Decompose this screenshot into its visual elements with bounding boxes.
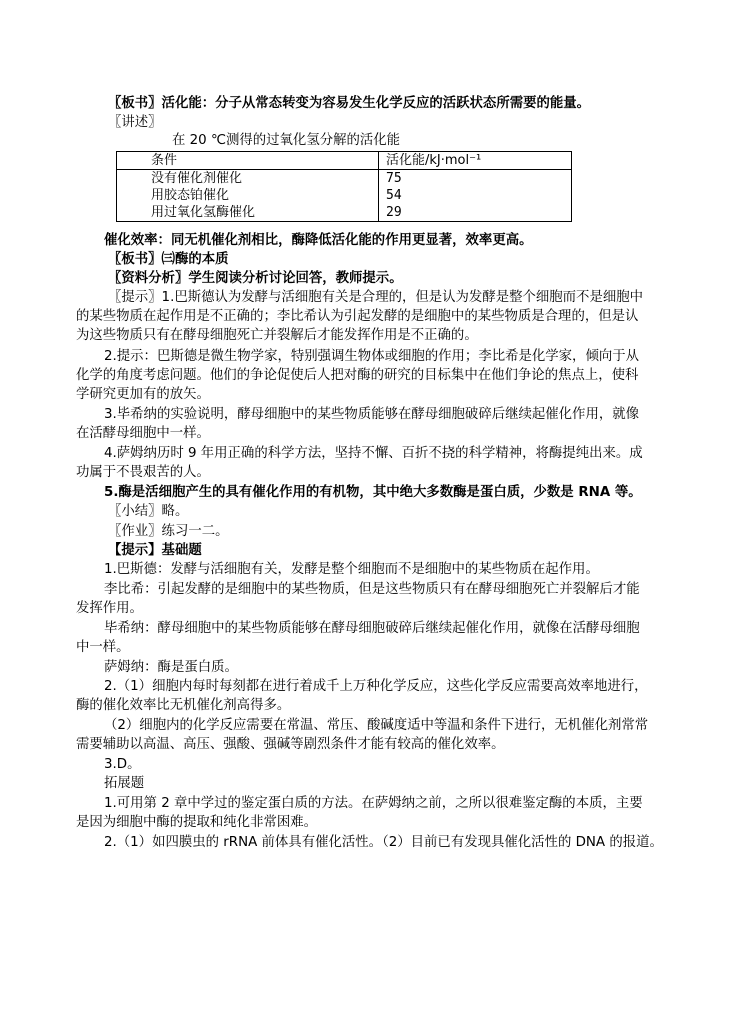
board-note-enzyme-nature: 〖板书〗㈢酶的本质 (108, 252, 229, 267)
paragraph-line: 在活酵母细胞中一样。 (76, 426, 210, 441)
table-cell: 75 (379, 170, 572, 188)
paragraph-line: 2.（1）细胞内每时每刻都在进行着成千上万种化学反应，这些化学反应需要高效率地进行， (104, 679, 648, 694)
paragraph-line: 3.D。 (104, 757, 141, 772)
board-note-activation-energy: 〖板书〗活化能：分子从常态转变为容易发生化学反应的活跃状态所需要的能量。 (108, 96, 591, 111)
summary-line: 〖小结〗略。 (108, 504, 189, 519)
table-header-energy: 活化能/kJ·mol⁻¹ (379, 152, 572, 170)
paragraph-line: 需要辅助以高温、高压、强酸、强碱等剧烈条件才能有较高的催化效率。 (76, 737, 505, 752)
table-caption: 在 20 ℃测得的过氧化氢分解的活化能 (172, 133, 401, 148)
paragraph-line: 功属于不畏艰苦的人。 (76, 465, 210, 480)
paragraph-line: 4.萨姆纳历时 9 年用正确的科学方法，坚持不懈、百折不挠的科学精神，将酶提纯出来。成 (104, 446, 643, 461)
enzyme-definition-line: 5.酶是活细胞产生的具有催化作用的有机物，其中绝大多数酶是蛋白质，少数是 RNA 等。 (104, 485, 642, 500)
extension-heading: 拓展题 (104, 776, 145, 791)
paragraph-line: 2.提示：巴斯德是微生物学家，特别强调生物体或细胞的作用；李比希是化学家，倾向于从 (104, 349, 640, 364)
paragraph-line: 发挥作用。 (76, 601, 143, 616)
table-header-row (117, 152, 572, 170)
paragraph-line: 为这些物质只有在酵母细胞死亡并裂解后才能发挥作用是不正确的。 (76, 328, 478, 343)
table-header-condition: 条件 (117, 152, 379, 170)
table-cell: 用胶态铂催化 (117, 187, 379, 204)
paragraph-line: 学研究更加有的放矢。 (76, 387, 210, 402)
table-row (117, 170, 572, 188)
lecture-label: 〖讲述〗 (108, 115, 162, 130)
table-row (117, 187, 572, 204)
hint-basic-heading: 【提示】基础题 (108, 543, 202, 558)
paragraph-line: 毕希纳：酵母细胞中的某些物质能够在酵母细胞破碎后继续起催化作用，就像在活酵母细胞 (104, 621, 640, 636)
activation-energy-table (116, 151, 572, 222)
catalytic-efficiency-line: 催化效率：同无机催化剂相比，酶降低活化能的作用更显著，效率更高。 (104, 233, 533, 248)
paragraph-line: 〖提示〗1.巴斯德认为发酵与活细胞有关是合理的，但是认为发酵是整个细胞而不是细胞中 (108, 290, 644, 305)
paragraph-line: （2）细胞内的化学反应需要在常温、常压、酸碱度适中等温和条件下进行，无机催化剂常常 (104, 718, 649, 733)
homework-line: 〖作业〗练习一二。 (108, 524, 229, 539)
paragraph-line: 1.巴斯德：发酵与活细胞有关，发酵是整个细胞而不是细胞中的某些物质在起作用。 (104, 562, 599, 577)
paragraph-line: 酶的催化效率比无机催化剂高得多。 (76, 698, 291, 713)
table-cell: 没有催化剂催化 (117, 170, 379, 188)
paragraph-line: 1.可用第 2 章中学过的鉴定蛋白质的方法。在萨姆纳之前，之所以很难鉴定酶的本质，主要 (104, 796, 643, 811)
table-cell: 29 (379, 204, 572, 222)
table-cell: 用过氧化氢酶催化 (117, 204, 379, 222)
paragraph-line: 是因为细胞中酶的提取和纯化非常困难。 (76, 815, 318, 830)
table-row (117, 204, 572, 222)
paragraph-line: 萨姆纳：酶是蛋白质。 (104, 660, 238, 675)
paragraph-line: 李比希：引起发酵的是细胞中的某些物质，但是这些物质只有在酵母细胞死亡并裂解后才能 (104, 582, 640, 597)
paragraph-line: 3.毕希纳的实验说明，酵母细胞中的某些物质能够在酵母细胞破碎后继续起催化作用，就像 (104, 407, 640, 422)
paragraph-line: 中一样。 (76, 640, 130, 655)
paragraph-line: 化学的角度考虑问题。他们的争论促使后人把对酶的研究的目标集中在他们争论的焦点上，使科 (76, 368, 639, 383)
paragraph-line: 的某些物质在起作用是不正确的；李比希认为引起发酵的是细胞中的某些物质是合理的，但是认 (76, 309, 639, 324)
data-analysis-line: 〖资料分析〗学生阅读分析讨论回答，教师提示。 (108, 271, 403, 286)
table-cell: 54 (379, 187, 572, 204)
paragraph-line: 2.（1）如四膜虫的 rRNA 前体具有催化活性。（2）目前已有发现具催化活性的 DNA 的报道。 (104, 835, 663, 850)
